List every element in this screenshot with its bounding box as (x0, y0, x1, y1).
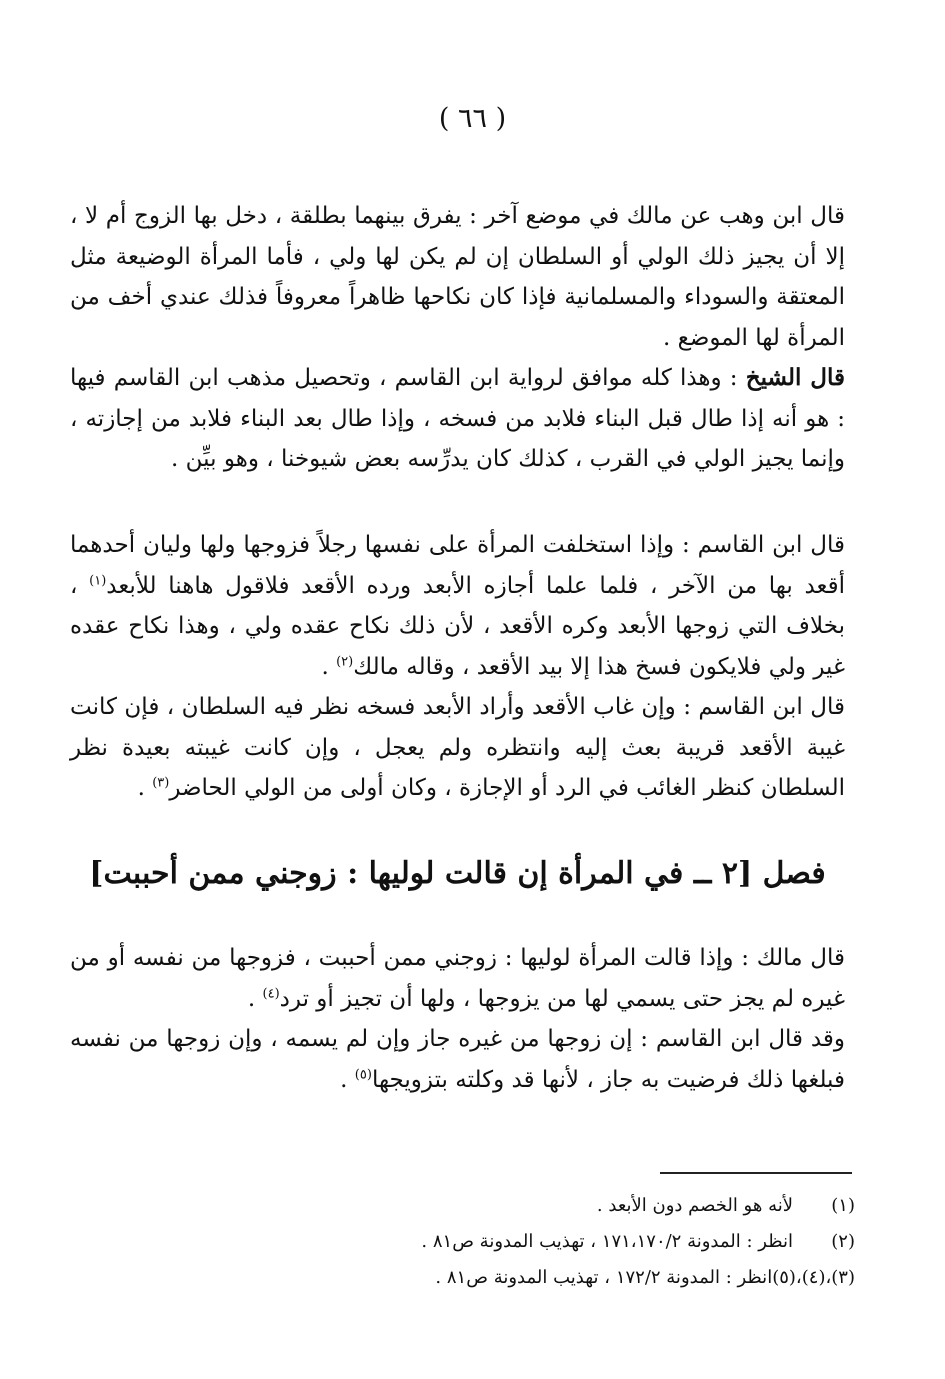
paragraph (70, 687, 845, 809)
page-number: ( ٦٦ ) (438, 103, 507, 134)
footnote-ref: (٢) (336, 653, 354, 669)
footnote-ref: (٣) (152, 775, 170, 791)
paragraph-lead: قال الشيخ (745, 364, 845, 391)
body-block-middle (70, 525, 845, 809)
paragraph-text: قال ابن القاسم : وإن غاب الأقعد وأراد الأبعد فسخه نظر فيه السلطان ، فإن كانت غيبة الأقعد قريبة بعث إليه وانتظره ولم يعجل ، وإن كانت غيبته بعيدة نظر السلطان كنظر الغائب في الرد أو الإجازة ، وكان أولى من الولي الحاضر (70, 694, 845, 801)
footnote-ref: (١) (89, 572, 107, 588)
paragraph-text: قال مالك : وإذا قالت المرأة لوليها : زوجني ممن أحببت ، فزوجها من نفسه أو من غيره لم يجز حتى يسمي لها من يزوجها ، ولها أن تجيز أو ترد (70, 945, 845, 1012)
section-heading: فصل [٢ ــ في المرأة إن قالت لوليها : زوجني ممن أحببت] (89, 856, 826, 891)
footnote-ref: (٤) (262, 985, 280, 1001)
footnote (300, 1188, 855, 1224)
footnote-number: (١) (831, 1195, 855, 1216)
body-block-top (70, 196, 845, 480)
footnote-ref: (٥) (354, 1066, 372, 1082)
paragraph (70, 938, 845, 1019)
footnote-text: لأنه هو الخصم دون الأبعد . (596, 1195, 793, 1216)
paragraph-text: . (247, 985, 263, 1012)
paragraph-text: قال ابن القاسم : وإذا استخلفت المرأة على نفسها رجلاً فزوجها ولها وليان أحدهما أقعد بها من الآخر ، فلما علما أجازه الأبعد ورده الأقعد فلاقول هاهنا للأبعد (70, 532, 845, 599)
footnote-number: (٣)،(٤)،(٥) (772, 1267, 855, 1288)
paragraph-text: وقد قال ابن القاسم : إن زوجها من غيره جاز وإن لم يسمه ، وإن زوجها من نفسه فبلغها ذلك فرضيت به جاز ، لأنها قد وكلته بتزويجها (70, 1026, 845, 1093)
paragraph (70, 1019, 845, 1100)
paragraph (70, 358, 845, 480)
footnote-text: انظر : المدونة ١٧٢/٢ ، تهذيب المدونة ص٨١ . (435, 1267, 773, 1288)
paragraph-text: : وهذا كله موافق لرواية ابن القاسم ، وتحصيل مذهب ابن القاسم فيها : هو أنه إذا طال قبل البناء فلابد من فسخه ، وإذا طال بعد البناء فلابد من إجازته ، وإنما يجيز الولي في القرب ، كذلك كان يدرِّسه بعض شيوخنا ، وهو بيِّن . (70, 365, 845, 472)
body-block-bottom (70, 938, 845, 1100)
paragraph-text: قال ابن وهب عن مالك في موضع آخر : يفرق بينهما بطلقة ، دخل بها الزوج أم لا ، إلا أن يجيز ذلك الولي أو السلطان إن لم يكن لها ولي ، فأما المرأة الوضيعة مثل المعتقة والسوداء والمسلمانية فإذا كان نكاحها ظاهراً معروفاً فذلك عندي أخف من المرأة لها الموضع . (70, 203, 845, 351)
footnote (300, 1260, 855, 1296)
footnote-text: انظر : المدونة ١٧١،١٧٠/٢ ، تهذيب المدونة ص٨١ . (421, 1231, 793, 1252)
paragraph-text: . (137, 775, 153, 801)
paragraph (70, 525, 845, 687)
footnote-divider (660, 1172, 852, 1174)
footnotes (300, 1188, 855, 1296)
paragraph (70, 196, 845, 358)
paragraph-text: . (321, 653, 337, 680)
paragraph-text: . (340, 1066, 355, 1093)
footnote (300, 1224, 855, 1260)
footnote-number: (٢) (831, 1231, 855, 1252)
paragraph-text: ، بخلاف التي زوجها الأبعد وكره الأقعد ، لأن ذلك نكاح عقده ولي ، وهذا نكاح عقده غير ولي فلايكون فسخ هذا إلا بيد الأقعد ، وقاله مالك (70, 572, 845, 680)
